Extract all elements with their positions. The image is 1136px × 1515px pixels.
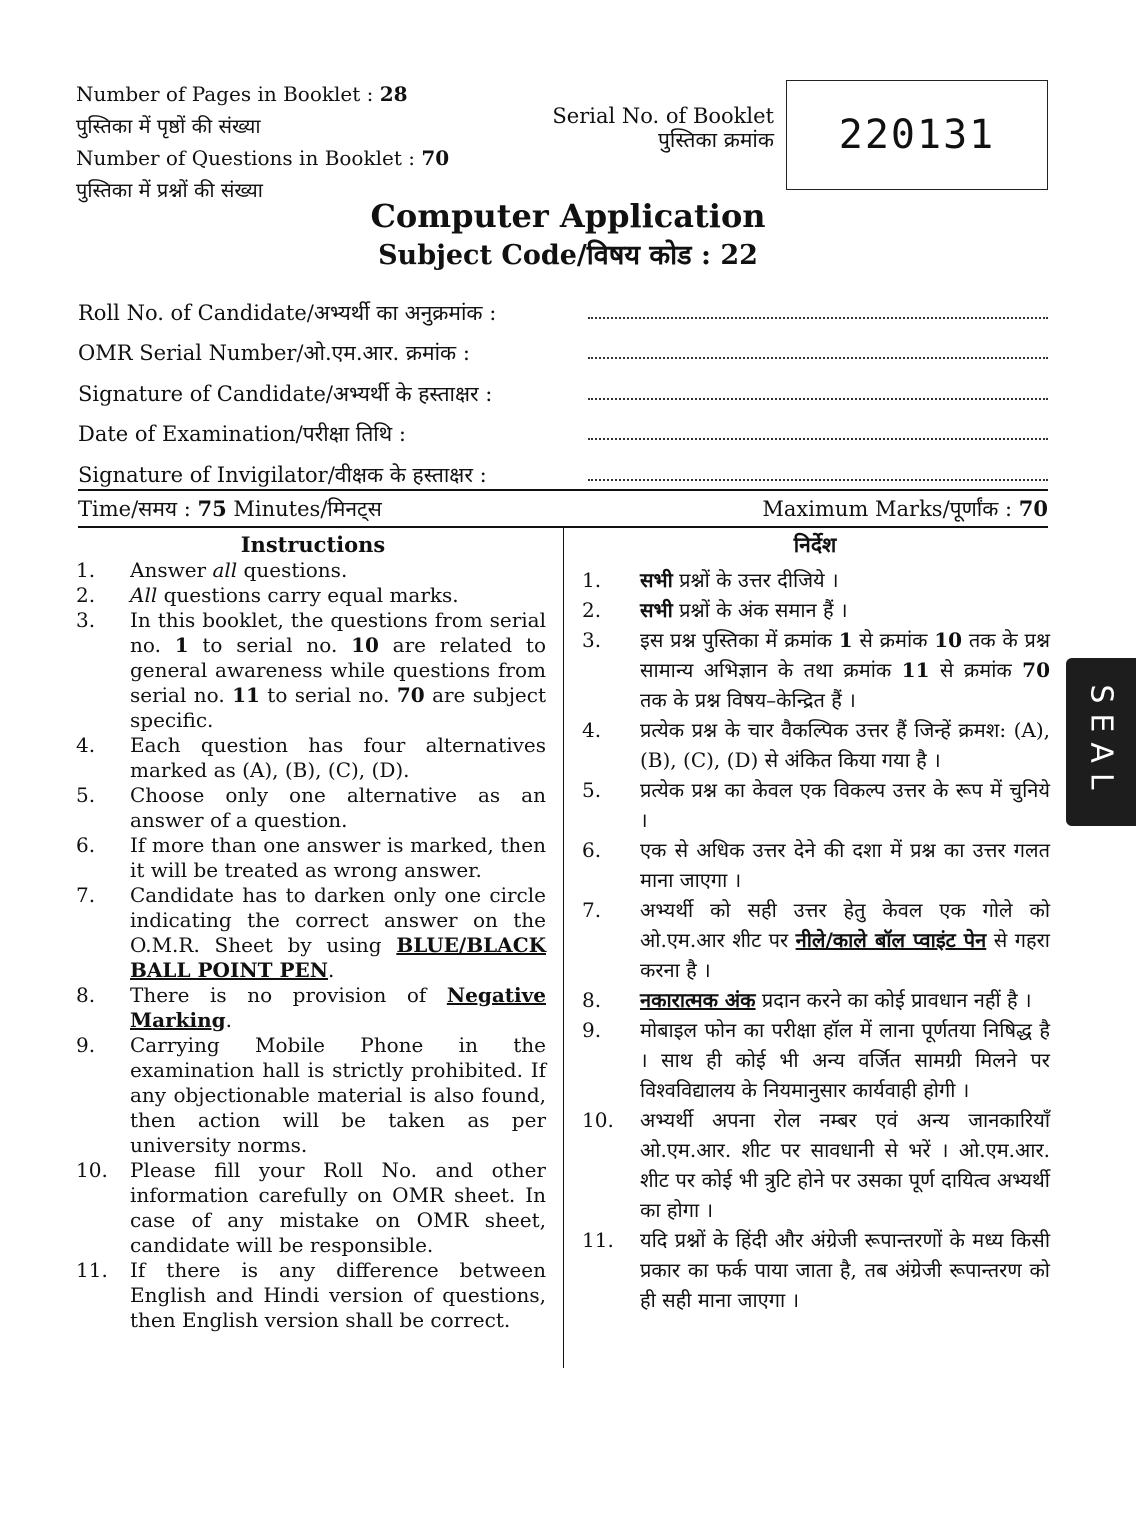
item-text: Carrying Mobile Phone in the examination hall is strictly prohibited. If any objectionable material is also found, then action will be taken as per university norms. bbox=[130, 1033, 546, 1157]
item-number: 11. bbox=[582, 1228, 614, 1252]
page-title: Computer Application bbox=[370, 197, 766, 235]
field-label: Date of Examination/परीक्षा तिथि : bbox=[78, 422, 406, 446]
list-item bbox=[582, 1105, 1050, 1225]
list-item bbox=[582, 775, 1050, 835]
item-text: मोबाइल फोन का परीक्षा हॉल में लाना पूर्णतया निषिद्ध है । साथ ही कोई भी अन्य वर्जित सामग्री मिलने पर विश्वविद्यालय के नियमानुसार कार्यवाही होगी । bbox=[640, 1018, 1050, 1102]
text-part: are subject specific. bbox=[130, 683, 546, 732]
pages-value: 28 bbox=[379, 82, 408, 106]
text-part: से क्रमांक bbox=[852, 628, 935, 652]
field-label: Signature of Candidate/अभ्यर्थी के हस्ताक्षर : bbox=[78, 381, 493, 406]
serial-number: 220131 bbox=[838, 112, 996, 158]
item-number: 4. bbox=[582, 718, 602, 742]
item-text bbox=[640, 895, 1050, 985]
nirdesh-list bbox=[582, 565, 1050, 1315]
text-bold: 10 bbox=[351, 633, 379, 657]
text-bold: 70 bbox=[1022, 658, 1051, 682]
roll-no-field[interactable] bbox=[78, 286, 1048, 327]
item-text bbox=[640, 625, 1050, 715]
list-item bbox=[582, 625, 1050, 715]
item-number: 6. bbox=[76, 833, 96, 857]
item-number: 1. bbox=[582, 568, 602, 592]
list-item bbox=[76, 1158, 546, 1258]
serial-label bbox=[540, 104, 774, 152]
item-text bbox=[640, 985, 1050, 1015]
time-value: 75 bbox=[197, 496, 227, 521]
list-item bbox=[76, 583, 546, 608]
text-part: There is no provision of bbox=[130, 983, 447, 1007]
questions-count-row-hi: पुस्तिका में प्रश्नों की संख्या bbox=[76, 178, 263, 202]
item-text: If there is any difference between English and Hindi version of questions, then English version shall be correct. bbox=[130, 1258, 546, 1332]
text-bold: 1 bbox=[174, 633, 189, 657]
item-number: 5. bbox=[76, 783, 96, 807]
item-number: 10. bbox=[582, 1108, 614, 1132]
item-text bbox=[130, 883, 546, 983]
text-bold: 10 bbox=[934, 628, 963, 652]
text-part: In this booklet, the questions from serial no. bbox=[130, 608, 546, 657]
item-number: 8. bbox=[582, 988, 602, 1012]
list-item bbox=[582, 1015, 1050, 1105]
text-part: तक के प्रश्न विषय–केन्द्रित हैं । bbox=[640, 688, 856, 712]
text-bold: 1 bbox=[838, 628, 853, 652]
item-number: 7. bbox=[76, 883, 96, 907]
item-number: 2. bbox=[76, 583, 96, 607]
item-text: If more than one answer is marked, then it will be treated as wrong answer. bbox=[130, 833, 546, 882]
marks-info bbox=[762, 494, 1048, 524]
list-item bbox=[76, 733, 546, 783]
exam-date-field[interactable] bbox=[78, 408, 1048, 449]
field-label: Signature of Invigilator/वीक्षक के हस्ताक्षर : bbox=[78, 462, 487, 487]
item-number: 8. bbox=[76, 983, 96, 1007]
item-number: 3. bbox=[76, 608, 96, 632]
fill-line[interactable] bbox=[588, 303, 1048, 319]
serial-number-box bbox=[786, 80, 1048, 190]
fill-line[interactable] bbox=[588, 424, 1048, 440]
text-part: Candidate has to darken only one circle indicating the correct answer on the O.M.R. Sheet by using bbox=[130, 883, 546, 957]
questions-count-row bbox=[76, 142, 449, 174]
fill-line[interactable] bbox=[588, 343, 1048, 359]
time-info bbox=[78, 494, 382, 524]
text-part: तक के प्रश्न सामान्य अभिज्ञान के तथा क्रमांक bbox=[640, 628, 1051, 682]
list-item bbox=[76, 1033, 546, 1158]
time-label: Time/समय : bbox=[78, 497, 198, 521]
fill-line[interactable] bbox=[588, 465, 1048, 481]
text-bold-underline: नीले/काले बॉल प्वाइंट पेन bbox=[795, 928, 987, 952]
questions-value: 70 bbox=[421, 146, 450, 170]
field-label: Roll No. of Candidate/अभ्यर्थी का अनुक्रमांक : bbox=[78, 300, 497, 325]
item-number: 6. bbox=[582, 838, 602, 862]
text-emphasis: all bbox=[212, 558, 238, 582]
text-part: Answer bbox=[130, 558, 213, 582]
candidate-fields bbox=[78, 286, 1048, 489]
item-text: प्रत्येक प्रश्न के चार वैकल्पिक उत्तर हैं जिन्हें क्रमश: (A), (B), (C), (D) से अंकित किया गया है । bbox=[640, 718, 1050, 772]
item-text: Each question has four alternatives marked as (A), (B), (C), (D). bbox=[130, 733, 546, 782]
text-part: से गहरा करना है । bbox=[640, 928, 1050, 982]
text-bold: 11 bbox=[901, 658, 930, 682]
item-number: 1. bbox=[76, 558, 96, 582]
instructions-list bbox=[76, 558, 546, 1333]
seal-tab bbox=[1066, 658, 1136, 826]
pages-label: Number of Pages in Booklet : bbox=[76, 82, 374, 106]
candidate-signature-field[interactable] bbox=[78, 367, 1048, 408]
omr-serial-field[interactable] bbox=[78, 327, 1048, 368]
marks-label: Maximum Marks/पूर्णांक : bbox=[762, 497, 1019, 521]
item-text: अभ्यर्थी अपना रोल नम्बर एवं अन्य जानकारियाँ ओ.एम.आर. शीट पर सावधानी से भरें । ओ.एम.आर. शीट पर कोई भी त्रुटि होने पर उसका पूर्ण दायित्व अभ्यर्थी का होगा । bbox=[640, 1108, 1050, 1222]
list-item bbox=[582, 595, 1050, 625]
list-item bbox=[582, 895, 1050, 985]
text-part: . bbox=[328, 958, 335, 982]
list-item bbox=[76, 783, 546, 833]
text-part: questions carry equal marks. bbox=[157, 583, 459, 607]
seal-label: SEAL bbox=[1083, 684, 1119, 800]
fill-line[interactable] bbox=[588, 384, 1048, 400]
questions-label: Number of Questions in Booklet : bbox=[76, 146, 415, 170]
item-number: 4. bbox=[76, 733, 96, 757]
text-emphasis: All bbox=[130, 583, 158, 607]
list-item bbox=[582, 565, 1050, 595]
list-item bbox=[582, 1225, 1050, 1315]
item-text bbox=[640, 565, 1050, 595]
text-bold-underline: BLUE/BLACK BALL POINT PEN bbox=[130, 933, 546, 982]
nirdesh-title: निर्देश bbox=[793, 532, 837, 557]
text-part: . bbox=[225, 1008, 232, 1032]
item-text: Choose only one alternative as an answer of a question. bbox=[130, 783, 546, 832]
list-item bbox=[582, 835, 1050, 895]
text-bold: 70 bbox=[396, 683, 425, 707]
text-part: are related to general awareness while questions from serial no. bbox=[130, 633, 546, 707]
text-bold-underline: Negative Marking bbox=[130, 983, 546, 1032]
text-bold-underline: नकारात्मक अंक bbox=[640, 988, 756, 1012]
pages-count-row bbox=[76, 78, 449, 110]
serial-label-hi: पुस्तिका क्रमांक bbox=[657, 128, 774, 152]
divider bbox=[78, 489, 1048, 491]
item-text bbox=[130, 983, 546, 1033]
item-number: 9. bbox=[582, 1018, 602, 1042]
list-item bbox=[76, 983, 546, 1033]
list-item bbox=[76, 1258, 546, 1333]
instructions-title: Instructions bbox=[240, 532, 386, 557]
item-number: 2. bbox=[582, 598, 602, 622]
text-part: to serial no. bbox=[188, 633, 352, 657]
item-text: Please fill your Roll No. and other information carefully on OMR sheet. In case of any mistake on OMR sheet, candidate will be responsible. bbox=[130, 1158, 546, 1257]
list-item bbox=[582, 715, 1050, 775]
item-text: प्रत्येक प्रश्न का केवल एक विकल्प उत्तर के रूप में चुनिये । bbox=[640, 778, 1050, 832]
item-text bbox=[130, 583, 546, 608]
item-text bbox=[130, 608, 546, 733]
serial-label-en: Serial No. of Booklet bbox=[552, 104, 774, 128]
list-item bbox=[582, 985, 1050, 1015]
text-part: अभ्यर्थी को सही उत्तर हेतु केवल एक गोले को ओ.एम.आर शीट पर bbox=[640, 898, 1050, 952]
field-label: OMR Serial Number/ओ.एम.आर. क्रमांक : bbox=[78, 341, 470, 365]
item-text bbox=[130, 558, 546, 583]
item-number: 7. bbox=[582, 898, 602, 922]
text-part: questions. bbox=[237, 558, 348, 582]
text-bold: सभी bbox=[640, 568, 673, 592]
column-divider bbox=[563, 528, 564, 1368]
item-number: 11. bbox=[76, 1258, 108, 1282]
booklet-meta bbox=[76, 78, 449, 206]
item-number: 5. bbox=[582, 778, 602, 802]
time-marks-bar bbox=[78, 494, 1048, 524]
list-item bbox=[76, 608, 546, 733]
item-text bbox=[640, 595, 1050, 625]
text-bold: सभी bbox=[640, 598, 673, 622]
invigilator-signature-field[interactable] bbox=[78, 448, 1048, 489]
text-part: to serial no. bbox=[259, 683, 397, 707]
pages-count-row-hi: पुस्तिका में पृष्ठों की संख्या bbox=[76, 114, 261, 138]
text-part: से क्रमांक bbox=[929, 658, 1023, 682]
text-part: प्रश्नों के उत्तर दीजिये । bbox=[672, 568, 839, 592]
list-item bbox=[76, 558, 546, 583]
item-number: 3. bbox=[582, 628, 602, 652]
marks-value: 70 bbox=[1018, 496, 1048, 521]
item-text: एक से अधिक उत्तर देने की दशा में प्रश्न का उत्तर गलत माना जाएगा । bbox=[640, 838, 1050, 892]
list-item bbox=[76, 883, 546, 983]
text-bold: 11 bbox=[232, 683, 260, 707]
item-number: 9. bbox=[76, 1033, 96, 1057]
text-part: प्रश्नों के अंक समान हैं । bbox=[672, 598, 848, 622]
item-number: 10. bbox=[76, 1158, 108, 1182]
text-part: इस प्रश्न पुस्तिका में क्रमांक bbox=[640, 628, 839, 652]
time-unit: Minutes/मिनट्स bbox=[226, 497, 382, 521]
subject-code: Subject Code/विषय कोड : 22 bbox=[378, 240, 758, 271]
list-item bbox=[76, 833, 546, 883]
text-part: प्रदान करने का कोई प्रावधान नहीं है । bbox=[755, 988, 1032, 1012]
item-text: यदि प्रश्नों के हिंदी और अंग्रेजी रूपान्तरणों के मध्य किसी प्रकार का फर्क पाया जाता है, तब अंग्रेजी रूपान्तरण को ही सही माना जाएगा । bbox=[640, 1228, 1050, 1312]
